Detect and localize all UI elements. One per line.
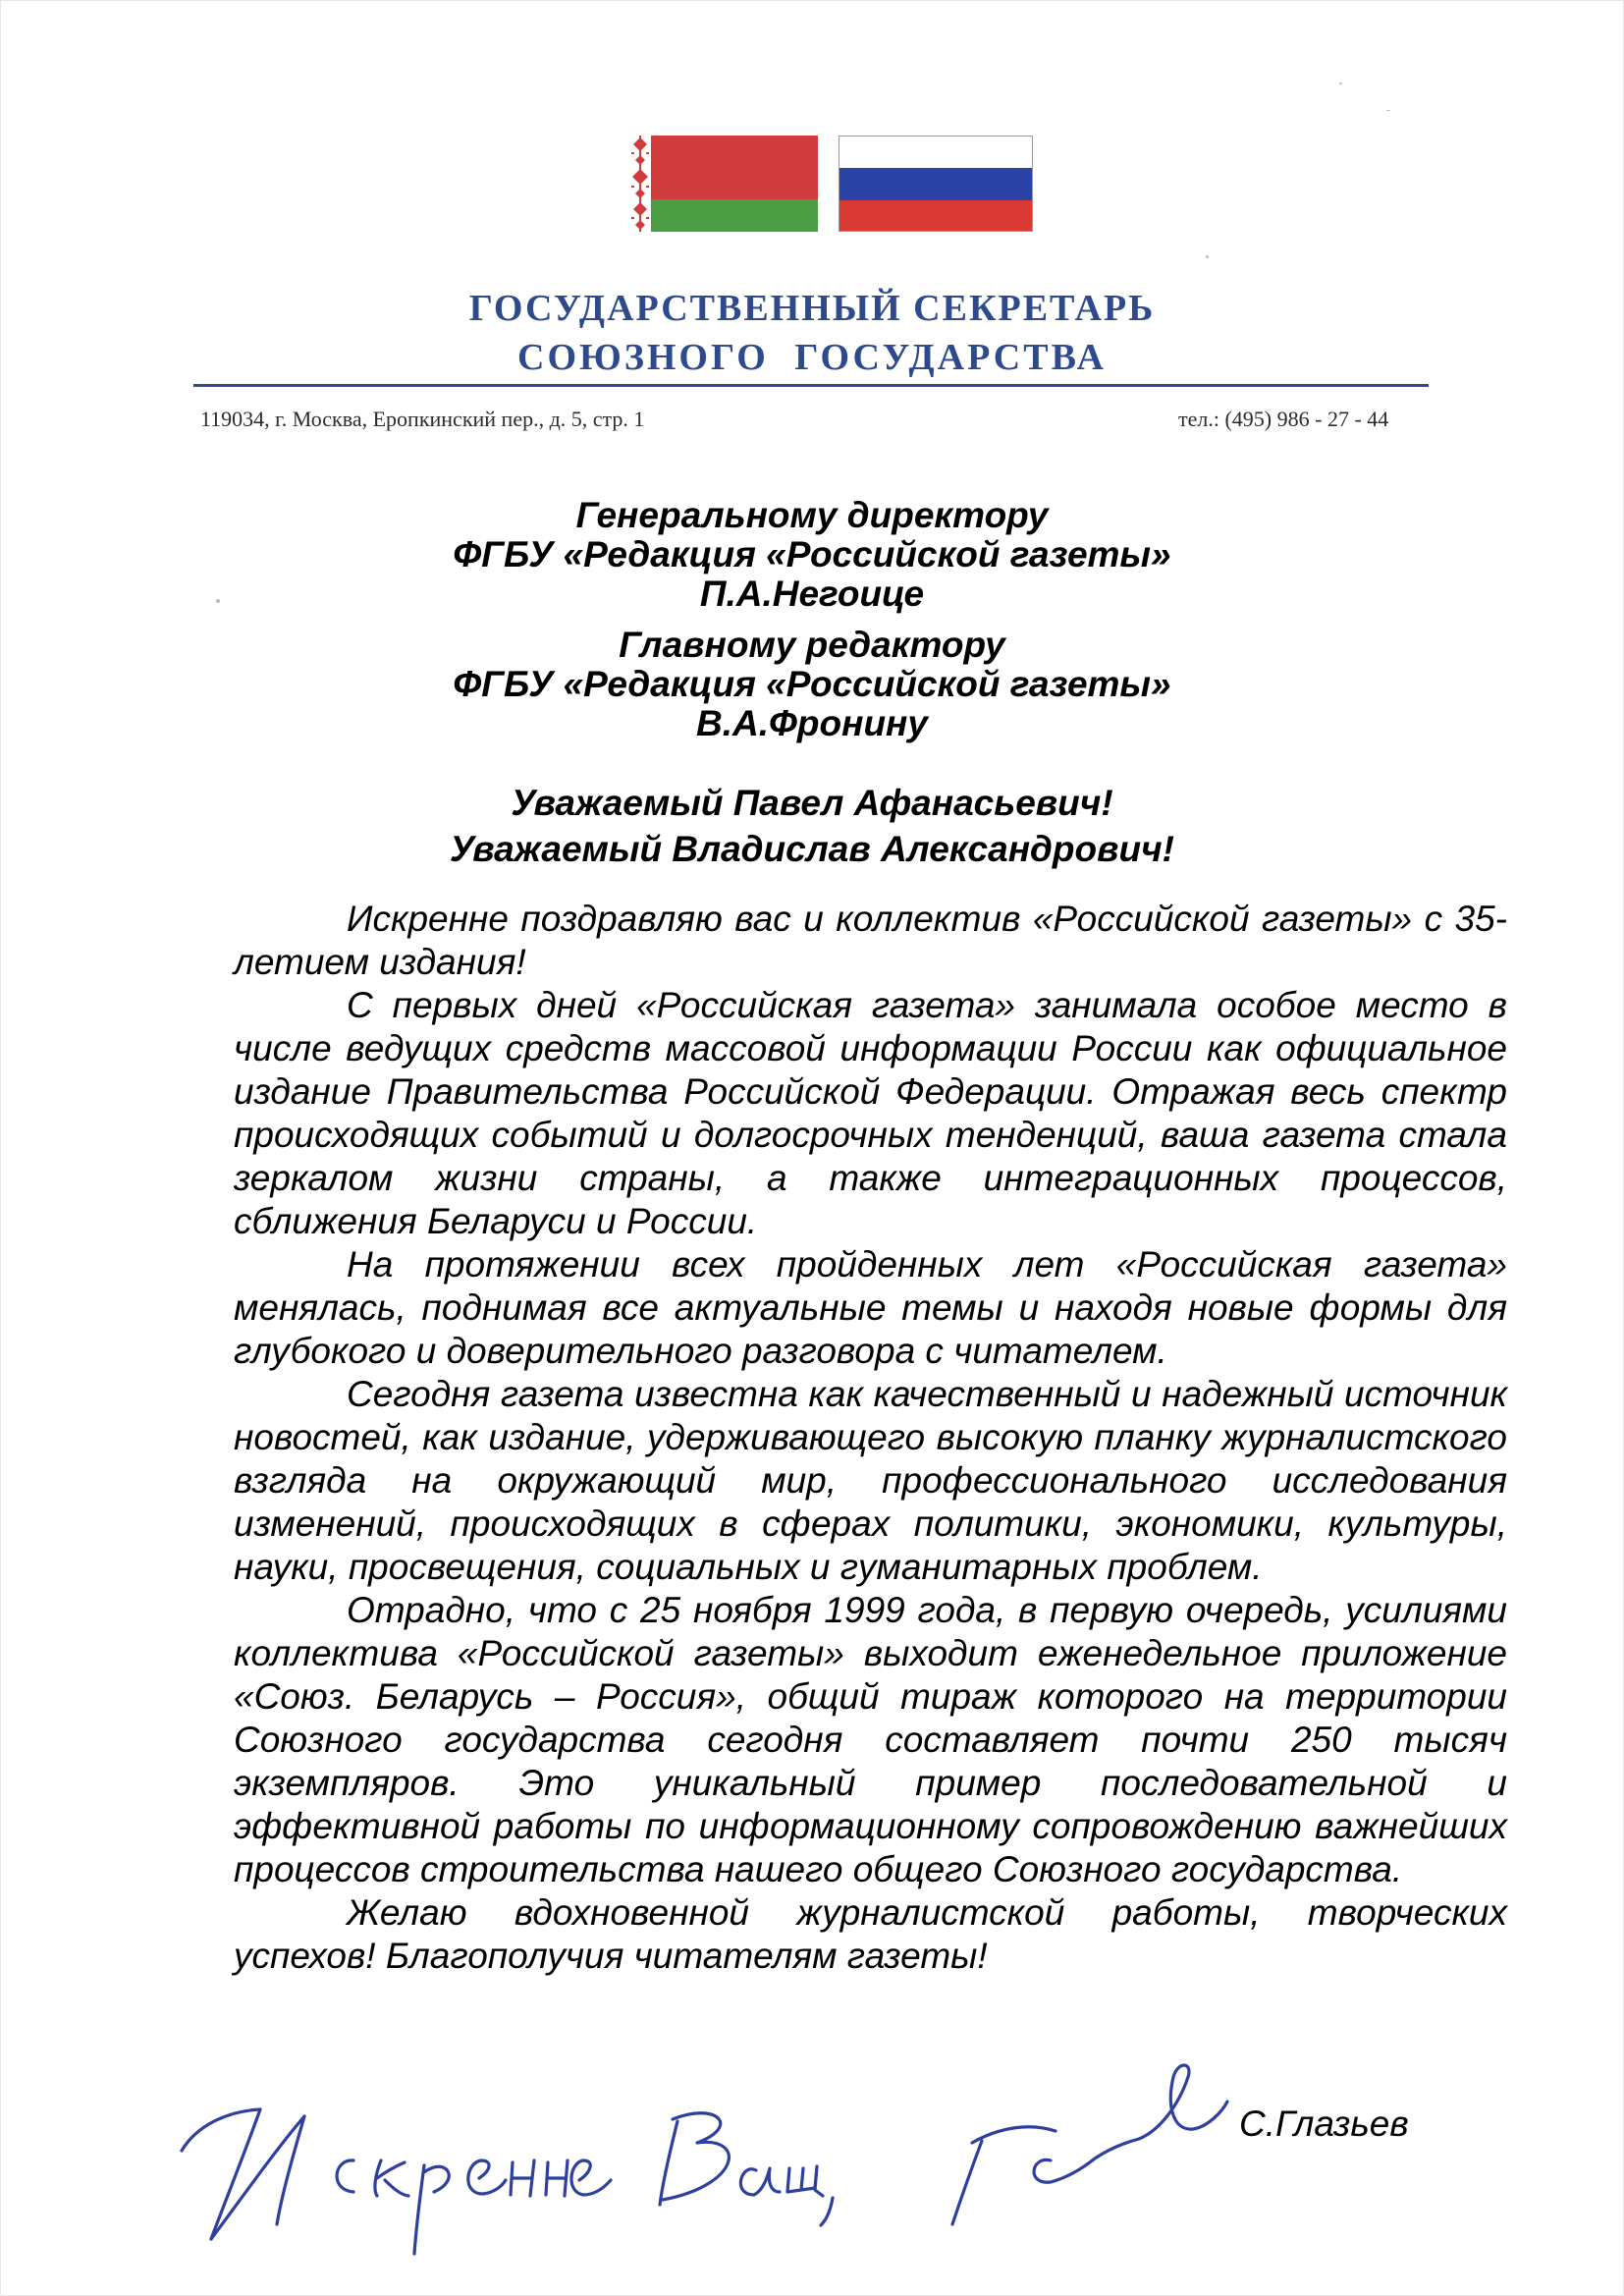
header-divider — [193, 384, 1429, 387]
signer-name: С.Глазьев — [1239, 2104, 1409, 2144]
paragraph-4: Сегодня газета известна как качественный и надежный источник новостей, как издание, удерживающего высокую планку журналистского взгляда на окружающий мир, профессионального исследования изменений, происходящих в сферах политики, экономики, культуры, науки, просвещения, социальных и гуманитарных проблем. — [234, 1374, 1507, 1587]
recipient-2-organization: ФГБУ «Редакция «Российской газеты» — [453, 664, 1171, 704]
salutation-2: Уважаемый Владислав Александрович! — [450, 829, 1174, 869]
org-title-line-1: ГОСУДАРСТВЕННЫЙ СЕКРЕТАРЬ — [468, 288, 1156, 329]
paragraph-2: С первых дней «Российская газета» занимала особое место в числе ведущих средств массовой информации России как официальное издание Правительства Российской Федерации. Отражая весь спектр происходящих событий и долгосрочных тенденций, ваша газета стала зеркалом жизни страны, а также интеграционных процессов, сближения Беларуси и России. — [234, 985, 1507, 1241]
recipient-1-position: Генеральному директору — [575, 495, 1049, 535]
recipient-2-name: В.А.Фронину — [696, 703, 928, 743]
address: 119034, г. Москва, Еропкинский пер., д. 5, стр. 1 — [200, 407, 645, 431]
paragraph-5: Отрадно, что с 25 ноября 1999 года, в первую очередь, усилиями коллектива «Российской газеты» выходит еженедельное приложение «Союз. Беларусь – Россия», общий тираж которого на территории Союзного государства сегодня составляет почти 250 тысяч экземпляров. Это уникальный пример последовательной и эффективной работы по информационному сопровождению важнейших процессов строительства нашего общего Союзного государства. — [234, 1590, 1507, 1889]
recipient-block-1 — [0, 496, 1624, 614]
recipient-1-organization: ФГБУ «Редакция «Российской газеты» — [453, 534, 1171, 574]
belarus-flag — [629, 136, 818, 232]
paragraph-3: На протяжении всех пройденных лет «Российская газета» менялась, поднимая все актуальные темы и находя новые формы для глубокого и доверительного разговора с читателем. — [234, 1244, 1507, 1371]
recipient-1-name: П.А.Негоице — [699, 574, 925, 614]
salutation-1: Уважаемый Павел Афанасьевич! — [511, 783, 1113, 823]
russia-flag — [839, 136, 1033, 232]
letter-body — [234, 898, 1507, 1978]
org-title-line-2: СОЮЗНОГО ГОСУДАРСТВА — [517, 337, 1107, 378]
handwritten-signature — [167, 2033, 1237, 2259]
phone-number: тел.: (495) 986 - 27 - 44 — [1178, 407, 1389, 431]
recipient-block-2 — [0, 626, 1624, 743]
paragraph-1: Искренне поздравляю вас и коллектив «Российской газеты» с 35-летием издания! — [234, 899, 1507, 982]
recipient-2-position: Главному редактору — [619, 625, 1005, 665]
paragraph-6: Желаю вдохновенной журналистской работы, творческих успехов! Благополучия читателям газеты! — [234, 1892, 1507, 1976]
